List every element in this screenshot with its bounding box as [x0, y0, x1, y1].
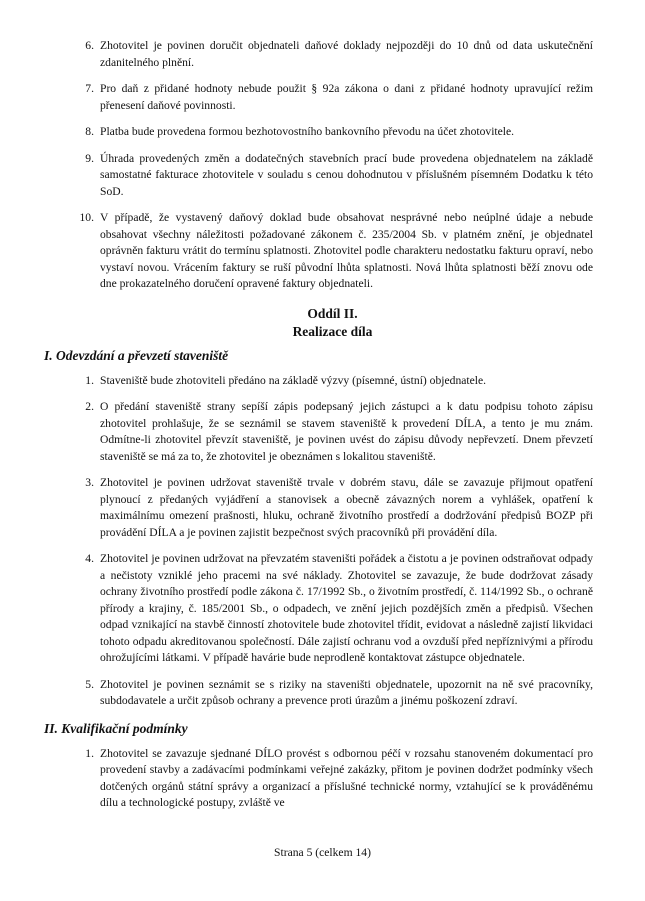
subsection-heading-site-handover: I. Odevzdání a převzetí staveniště	[44, 347, 229, 363]
item-text: Úhrada provedených změn a dodatečných stavebních prací bude provedena objednatelem na základě samostatné fakturace zhotovitele v souladu s cenou dohodnutou v příslušném písemném Dodatku k této SoD.	[100, 151, 593, 198]
item-text: Platba bude provedena formou bezhotovostního bankovního převodu na účet zhotovitele.	[100, 125, 515, 138]
item-text: Pro daň z přidané hodnoty nebude použit § 92a zákona o dani z přidané hodnoty upravující režim přenesení daňové povinnosti.	[100, 82, 593, 112]
item-number: 8.	[85, 125, 94, 138]
list-item	[72, 210, 593, 293]
item-number: 1.	[85, 746, 94, 760]
item-number: 9.	[85, 151, 94, 165]
list-item	[72, 373, 593, 390]
site-handover-list	[72, 373, 593, 710]
item-number: 2.	[85, 400, 94, 413]
item-text: Zhotovitel se zavazuje sjednané DÍLO provést s odbornou péčí v rozsahu stanoveném dokumentací pro provedení stavby a zadávacími podmínkami veřejné zakázky, přitom je povinen dodržet podmínky všech dotčených orgánů státní správy a organizací a příslušné technické normy, vztahující se k prováděnému dílu a technologické postupy, zvláště ve	[100, 746, 593, 809]
list-item	[72, 81, 593, 114]
item-number: 6.	[85, 39, 94, 52]
item-number: 1.	[85, 373, 94, 387]
item-number: 4.	[85, 552, 94, 565]
section-subtitle: Realizace díla	[292, 323, 373, 339]
item-text: Zhotovitel je povinen udržovat na převzatém staveništi pořádek a čistotu a je povinen odstraňovat odpady a nečistoty vzniklé jeho pracemi na své náklady. Zhotovitel se zavazuje, že bude dodržovat zásady ochrany životního prostředí podle zákona č. 17/1992 Sb., o životním prostředí, č. 114/1992 Sb., o ochraně přírody a krajiny, č. 185/2001 Sb., o odpadech, ve znění jejich pozdějších změn a předpisů. Všechen odpad vznikající na stavbě činností zhotovitele bude zhotovitel třídit, evidovat a následně zajistí likvidaci tohoto odpadu akreditovanou společností. Dále zajistí ochranu vod a ovzduší před nepříznivými a přírodu ohrožujícími látkami. V případě havárie bude neprodleně kontaktovat zástupce objednatele.	[100, 552, 593, 664]
list-item	[72, 551, 593, 667]
item-text: Staveniště bude zhotoviteli předáno na základě výzvy (písemné, ústní) objednatele.	[100, 373, 487, 387]
item-text: Zhotovitel je povinen seznámit se s riziky na staveništi objednatele, upozornit na ně své pracovníky, subdodavatele a určit způsob ochrany a prevence proti úrazům a jinému poškození zdraví.	[100, 677, 593, 707]
list-item	[72, 124, 593, 141]
subsection-heading-qualification: II. Kvalifikační podmínky	[44, 720, 188, 736]
item-text: Zhotovitel je povinen udržovat staveniště trvale v dobrém stavu, dále se zavazuje přijmout opatření plynoucí z předaných vyjádření a stanovisek a obecně závazných norem a vyhlášek, opatření k maximálnímu omezení prašnosti, hluku, ochraně životního prostředí a dodržování předpisů BOZP při provádění DÍLA a je povinen zajistit bezpečnost svých pracovníků při provádění díla.	[100, 476, 593, 539]
section-title: Oddíl II.	[307, 305, 358, 321]
qualification-list	[72, 746, 593, 812]
list-item	[72, 38, 593, 71]
item-number: 7.	[85, 82, 94, 95]
item-number: 5.	[85, 677, 94, 691]
list-item	[72, 399, 593, 465]
list-item	[72, 151, 593, 201]
item-text: O předání staveniště strany sepíší zápis podepsaný jejich zástupci a k datu podpisu tohoto zápisu zhotovitel prohlašuje, že se seznámil se stavem staveniště k provedení DÍLA, a tento je mu znám. Odmítne-li zhotovitel převzít staveniště, je povinen uvést do zápisu důvody nepřevzetí. Dnem převzetí staveniště se má za to, že zhotovitel je obeznámen s lokalitou staveniště.	[100, 400, 593, 463]
item-number: 10.	[79, 211, 94, 224]
list-item	[72, 475, 593, 541]
list-item	[72, 677, 593, 710]
item-text: V případě, že vystavený daňový doklad bude obsahovat nesprávné nebo neúplné údaje a nebude obsahovat všechny náležitosti požadované zákonem č. 235/2004 Sb. v platném znění, je objednatel oprávněn fakturu vrátit do termínu splatnosti. Zhotovitel podle charakteru nedostatku fakturu opraví, nebo vystaví novou. Vrácením faktury se ruší původní lhůta splatnosti. Nová lhůta splatnosti běží znovu ode dne prokazatelného doručení opravené faktury objednateli.	[100, 211, 593, 290]
payment-terms-list	[72, 38, 593, 293]
item-number: 3.	[85, 476, 94, 489]
page-footer: Strana 5 (celkem 14)	[274, 846, 371, 859]
item-text: Zhotovitel je povinen doručit objednateli daňové doklady nejpozději do 10 dnů od data uskutečnění zdanitelného plnění.	[100, 39, 593, 69]
list-item	[72, 746, 593, 812]
